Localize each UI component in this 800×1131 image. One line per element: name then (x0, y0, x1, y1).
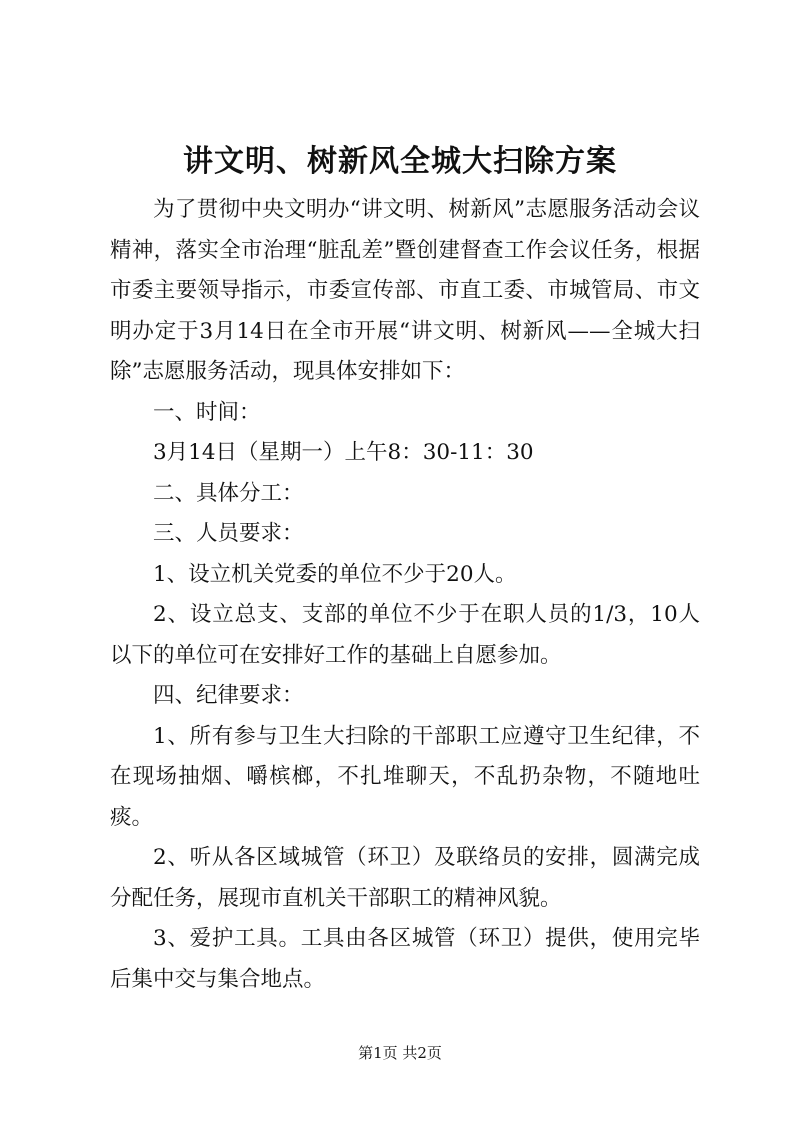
document-body (110, 190, 700, 1000)
document-title: 讲文明、树新风全城大扫除方案 (183, 144, 617, 179)
paragraph-time: 3月14日（星期一）上午8：30-11：30 (153, 440, 534, 465)
section-heading-discipline: 四、纪律要求： (153, 683, 304, 708)
paragraph-discipline-3: 3、爱护工具。工具由各区城管（环卫）提供，使用完毕后集中交与集合地点。 (110, 926, 700, 992)
section-heading-division: 二、具体分工： (153, 480, 304, 506)
paragraph-discipline-1: 1、所有参与卫生大扫除的干部职工应遵守卫生纪律，不在现场抽烟、嚼槟榔，不扎堆聊天，不乱扔杂物，不随地吐痰。 (110, 723, 700, 830)
page-footer: 第1页 共2页 (358, 1044, 442, 1062)
paragraph-intro: 为了贯彻中央文明办“讲文明、树新风”志愿服务活动会议精神，落实全市治理“脏乱差”暨创建督查工作会议任务，根据市委主要领导指示，市委宣传部、市直工委、市城管局、市文明办定于3月14日在全市开展“讲文明、树新风——全城大扫除”志愿服务活动，现具体安排如下： (110, 197, 700, 384)
section-heading-personnel: 三、人员要求： (153, 521, 304, 546)
section-heading-time: 一、时间： (153, 399, 261, 425)
paragraph-personnel-1: 1、设立机关党委的单位不少于20人。 (153, 561, 517, 587)
paragraph-discipline-2: 2、听从各区域城管（环卫）及联络员的安排，圆满完成分配任务，展现市直机关干部职工的精神风貌。 (110, 845, 700, 911)
paragraph-personnel-2: 2、设立总支、支部的单位不少于在职人员的1/3，10人以下的单位可在安排好工作的基础上自愿参加。 (110, 602, 700, 668)
